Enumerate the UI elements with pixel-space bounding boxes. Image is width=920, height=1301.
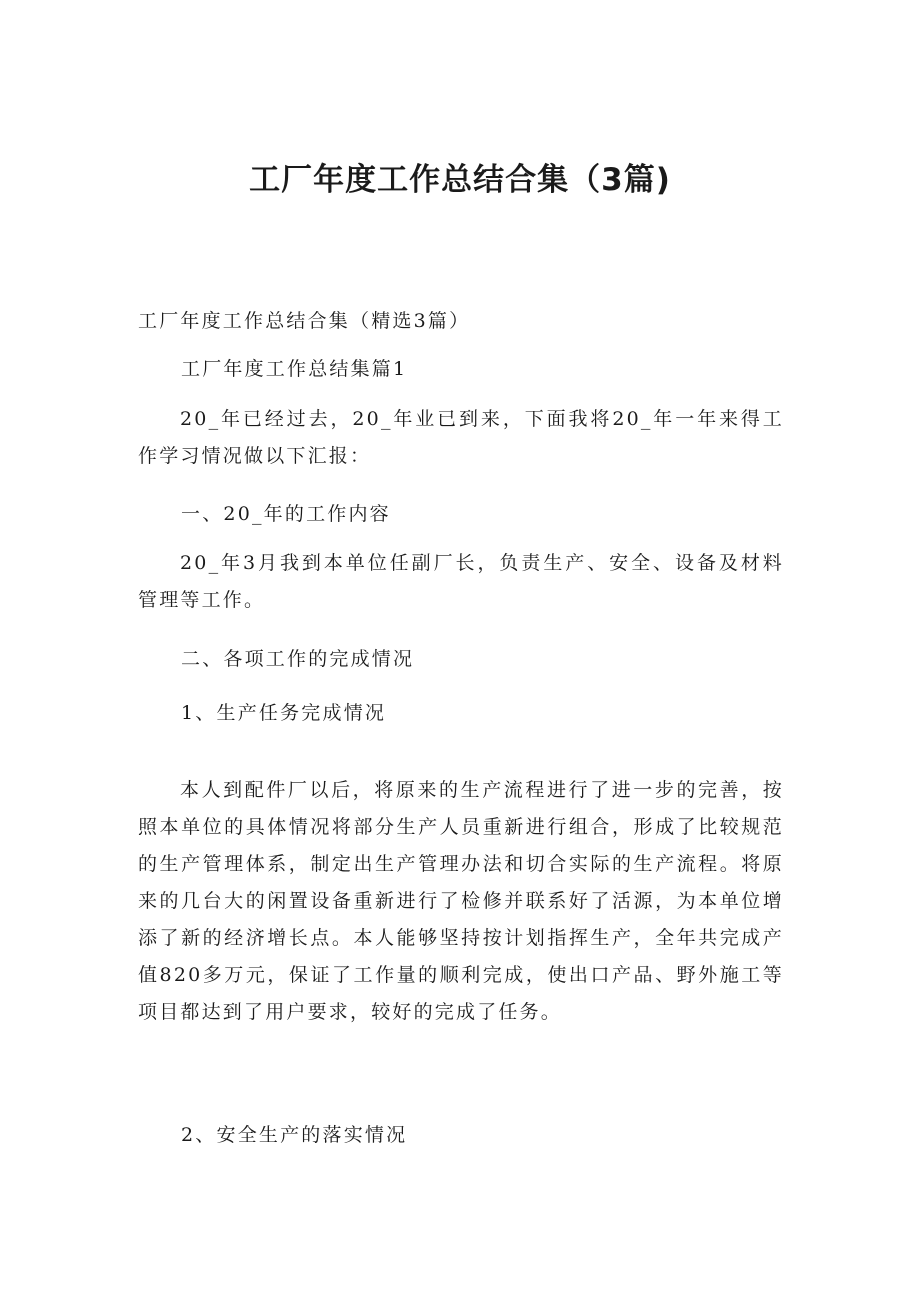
- section-title: 工厂年度工作总结集篇1: [181, 358, 408, 380]
- heading-work-content: 一、20_年的工作内容: [181, 503, 391, 525]
- document-subtitle: 工厂年度工作总结合集（精选3篇）: [138, 310, 471, 332]
- production-paragraph: 本人到配件厂以后，将原来的生产流程进行了进一步的完善，按照本单位的具体情况将部分生产人员重新进行组合，形成了比较规范的生产管理体系，制定出生产管理办法和切合实际的生产流程。将原来的几台大的闲置设备重新进行了检修并联系好了活源，为本单位增添了新的经济增长点。本人能够坚持按计划指挥生产，全年共完成产值820多万元，保证了工作量的顺利完成，使出口产品、野外施工等项目都达到了用户要求，较好的完成了任务。: [138, 779, 784, 1023]
- sub-heading-production: 1、生产任务完成情况: [181, 702, 387, 724]
- work-content-paragraph: 20_年3月我到本单位任副厂长，负责生产、安全、设备及材料管理等工作。: [138, 552, 784, 611]
- document-title: 工厂年度工作总结合集（3篇): [249, 162, 671, 198]
- intro-paragraph: 20_年已经过去，20_年业已到来，下面我将20_年一年来得工作学习情况做以下汇报：: [138, 408, 784, 467]
- sub-heading-safety: 2、安全生产的落实情况: [181, 1124, 408, 1146]
- heading-completion-status: 二、各项工作的完成情况: [181, 648, 415, 670]
